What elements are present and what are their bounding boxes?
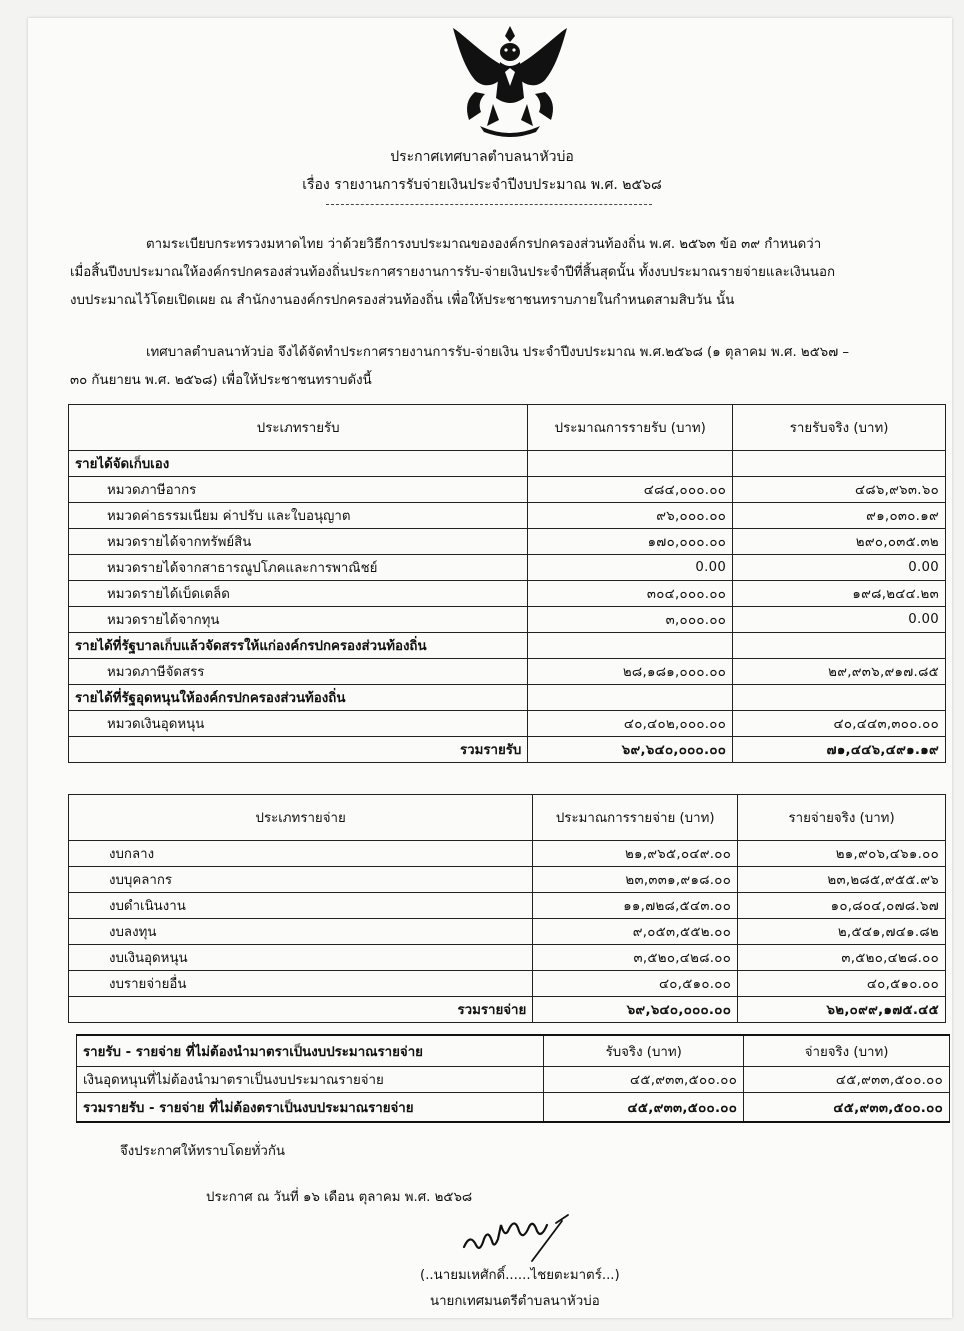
row-estimate: ๒๓,๓๓๑,๙๑๘.๐๐ [533, 867, 738, 893]
row-actual: ๒๙,๙๓๖,๙๑๗.๘๕ [733, 659, 946, 685]
intro-line-4: เทศบาลตำบลนาหัวบ่อ จึงได้จัดทำประกาศรายงานการรับ-จ่ายเงิน ประจำปีงบประมาณ พ.ศ.๒๕๖๘ (๑ ตุลาคม พ.ศ. ๒๕๖๗ – [146, 345, 850, 360]
row-label: หมวดรายได้จากสาธารณูปโภคและการพาณิชย์ [69, 555, 528, 581]
row-label: หมวดรายได้จากทรัพย์สิน [69, 529, 528, 555]
income-total-row [69, 737, 946, 763]
total-label: รวมรายรับ [69, 737, 528, 763]
expense-header-type: ประเภทรายจ่าย [69, 795, 533, 841]
table-row [69, 971, 946, 997]
total-paid: ๔๕,๙๓๓,๕๐๐.๐๐ [744, 1093, 950, 1123]
table-row [69, 841, 946, 867]
title-divider [326, 204, 652, 205]
row-actual: ๒๑,๙๐๖,๔๖๑.๐๐ [738, 841, 946, 867]
row-estimate: ๒๘,๑๘๑,๐๐๐.๐๐ [528, 659, 733, 685]
table-row [69, 529, 946, 555]
table-row [69, 607, 946, 633]
signature [460, 1213, 570, 1263]
intro-line-2: เมื่อสิ้นปีงบประมาณให้องค์กรปกครองส่วนท้องถิ่นประกาศรายงานการรับ-จ่ายเงินประจำปีที่สิ้นสุดนั้น ทั้งงบประมาณรายจ่ายและเงินนอก [70, 265, 835, 280]
group-label: รายได้จัดเก็บเอง [69, 451, 528, 477]
row-label: หมวดรายได้เบ็ดเตล็ด [69, 581, 528, 607]
income-group-row [69, 451, 946, 477]
group-label: รายได้ที่รัฐบาลเก็บแล้วจัดสรรให้แก่องค์กรปกครองส่วนท้องถิ่น [69, 633, 528, 659]
income-table [68, 404, 946, 763]
row-actual: ๔๐,๕๑๐.๐๐ [738, 971, 946, 997]
table-row [69, 503, 946, 529]
row-estimate: ๒๑,๙๖๕,๐๔๙.๐๐ [533, 841, 738, 867]
table-row [69, 555, 946, 581]
row-label: งบเงินอุดหนุน [69, 945, 533, 971]
row-actual: ๔๘๖,๙๖๓.๖๐ [733, 477, 946, 503]
row-actual: ๑๐,๘๐๔,๐๗๘.๖๗ [738, 893, 946, 919]
off-budget-total-row [77, 1093, 950, 1123]
row-label: งบดำเนินงาน [69, 893, 533, 919]
row-label: งบกลาง [69, 841, 533, 867]
income-group-row [69, 633, 946, 659]
row-actual: ๒๙๐,๐๓๕.๓๒ [733, 529, 946, 555]
row-received: ๔๕,๙๓๓,๕๐๐.๐๐ [544, 1067, 744, 1093]
row-actual: ๔๐,๔๔๓,๓๐๐.๐๐ [733, 711, 946, 737]
off-budget-table [76, 1034, 950, 1123]
total-label: รวมรายจ่าย [69, 997, 533, 1023]
document-title: ประกาศเทศบาลตำบลนาหัวบ่อ [390, 149, 574, 165]
row-estimate: 0.00 [528, 555, 733, 581]
row-label: หมวดเงินอุดหนุน [69, 711, 528, 737]
row-label: งบบุคลากร [69, 867, 533, 893]
table-row [77, 1067, 950, 1093]
row-estimate: ๓๐๔,๐๐๐.๐๐ [528, 581, 733, 607]
table-row [69, 893, 946, 919]
expense-table [68, 794, 946, 1023]
signer-name: (..นายมเหศักดิ์......ไชยตะมาตร์...) [420, 1268, 620, 1283]
group-label: รายได้ที่รัฐอุดหนุนให้องค์กรปกครองส่วนท้องถิ่น [69, 685, 528, 711]
row-actual: ๙๑,๐๓๐.๑๙ [733, 503, 946, 529]
signer-position: นายกเทศมนตรีตำบลนาหัวบ่อ [430, 1294, 600, 1309]
row-actual: 0.00 [733, 607, 946, 633]
row-label: หมวดภาษีอากร [69, 477, 528, 503]
total-label: รวมรายรับ - รายจ่าย ที่ไม่ต้องตราเป็นงบประมาณรายจ่าย [77, 1093, 544, 1123]
income-group-row [69, 685, 946, 711]
total-actual: ๖๒,๐๙๙,๑๗๕.๔๕ [738, 997, 946, 1023]
table-row [69, 711, 946, 737]
intro-line-3: งบประมาณไว้โดยเปิดเผย ณ สำนักงานองค์กรปกครองส่วนท้องถิ่น เพื่อให้ประชาชนทราบภายในกำหนดสามสิบวัน นั้น [70, 293, 735, 308]
expense-header-actual: รายจ่ายจริง (บาท) [738, 795, 946, 841]
row-label: งบรายจ่ายอื่น [69, 971, 533, 997]
row-actual: 0.00 [733, 555, 946, 581]
table-row [69, 919, 946, 945]
row-estimate: ๙,๐๕๓,๕๕๒.๐๐ [533, 919, 738, 945]
row-label: หมวดรายได้จากทุน [69, 607, 528, 633]
total-actual: ๗๑,๔๔๖,๔๙๑.๑๙ [733, 737, 946, 763]
row-label: งบลงทุน [69, 919, 533, 945]
row-estimate: ๑๗๐,๐๐๐.๐๐ [528, 529, 733, 555]
row-actual: ๒,๕๔๑,๗๔๑.๘๒ [738, 919, 946, 945]
table-row [69, 945, 946, 971]
table-row [69, 659, 946, 685]
row-estimate: ๓,๐๐๐.๐๐ [528, 607, 733, 633]
off-budget-header-paid: จ่ายจริง (บาท) [744, 1035, 950, 1067]
announce-text: จึงประกาศให้ทราบโดยทั่วกัน [120, 1144, 285, 1159]
announce-date: ประกาศ ณ วันที่ ๑๖ เดือน ตุลาคม พ.ศ. ๒๕๖๘ [206, 1190, 473, 1205]
row-label: เงินอุดหนุนที่ไม่ต้องนำมาตราเป็นงบประมาณรายจ่าย [77, 1067, 544, 1093]
row-estimate: ๔๐,๕๑๐.๐๐ [533, 971, 738, 997]
row-paid: ๔๕,๙๓๓,๕๐๐.๐๐ [744, 1067, 950, 1093]
income-header-type: ประเภทรายรับ [69, 405, 528, 451]
total-received: ๔๕,๙๓๓,๕๐๐.๐๐ [544, 1093, 744, 1123]
income-header-actual: รายรับจริง (บาท) [733, 405, 946, 451]
off-budget-header-received: รับจริง (บาท) [544, 1035, 744, 1067]
table-row [69, 867, 946, 893]
off-budget-header-type: รายรับ - รายจ่าย ที่ไม่ต้องนำมาตราเป็นงบประมาณรายจ่าย [77, 1035, 544, 1067]
total-estimate: ๖๙,๖๔๐,๐๐๐.๐๐ [528, 737, 733, 763]
income-header-estimate: ประมาณการรายรับ (บาท) [528, 405, 733, 451]
garuda-emblem [445, 22, 575, 140]
expense-total-row [69, 997, 946, 1023]
intro-line-1: ตามระเบียบกระทรวงมหาดไทย ว่าด้วยวิธีการงบประมาณขององค์กรปกครองส่วนท้องถิ่น พ.ศ. ๒๕๖๓ ข้อ ๓๙ กำหนดว่า [146, 237, 822, 252]
row-estimate: ๓,๕๒๐,๔๒๘.๐๐ [533, 945, 738, 971]
row-label: หมวดค่าธรรมเนียม ค่าปรับ และใบอนุญาต [69, 503, 528, 529]
off-budget-header-row [77, 1035, 950, 1067]
row-label: หมวดภาษีจัดสรร [69, 659, 528, 685]
row-estimate: ๔๐,๔๐๒,๐๐๐.๐๐ [528, 711, 733, 737]
row-estimate: ๙๖,๐๐๐.๐๐ [528, 503, 733, 529]
row-estimate: ๔๘๔,๐๐๐.๐๐ [528, 477, 733, 503]
row-actual: ๑๙๘,๒๔๔.๒๓ [733, 581, 946, 607]
document-subject: เรื่อง รายงานการรับจ่ายเงินประจำปีงบประมาณ พ.ศ. ๒๕๖๘ [302, 177, 662, 193]
row-actual: ๓,๕๒๐,๔๒๘.๐๐ [738, 945, 946, 971]
row-actual: ๒๓,๒๘๕,๙๕๕.๙๖ [738, 867, 946, 893]
total-estimate: ๖๙,๖๔๐,๐๐๐.๐๐ [533, 997, 738, 1023]
row-estimate: ๑๑,๗๒๘,๕๔๓.๐๐ [533, 893, 738, 919]
table-row [69, 581, 946, 607]
intro-line-5: ๓๐ กันยายน พ.ศ. ๒๕๖๘) เพื่อให้ประชาชนทราบดังนี้ [70, 373, 372, 388]
expense-header-estimate: ประมาณการรายจ่าย (บาท) [533, 795, 738, 841]
table-row [69, 477, 946, 503]
